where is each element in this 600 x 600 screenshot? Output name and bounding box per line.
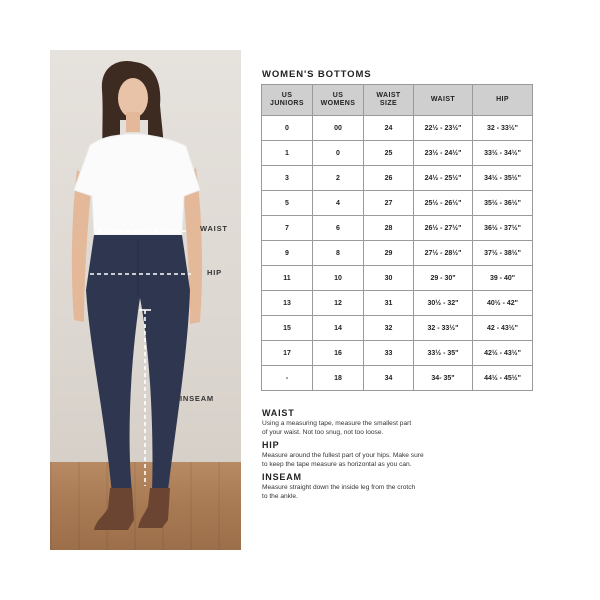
- table-row: - 18 34 34- 35" 44½ - 45½": [262, 366, 533, 391]
- inseam-label: INSEAM: [180, 394, 214, 403]
- waist-label: WAIST: [200, 224, 228, 233]
- right-boot: [138, 488, 170, 528]
- table-row: 13 12 31 30½ - 32" 40½ - 42": [262, 291, 533, 316]
- table-row: 15 14 32 32 - 33½" 42 - 43½": [262, 316, 533, 341]
- table-row: 1 0 25 23½ - 24½" 33½ - 34½": [262, 141, 533, 166]
- table-row: 7 6 28 26½ - 27½" 36½ - 37½": [262, 216, 533, 241]
- header-hip: HIP: [473, 85, 533, 116]
- guide-inseam-text: Measure straight down the inside leg from the crotch to the ankle.: [262, 484, 416, 500]
- guide-waist-title: WAIST: [262, 408, 295, 418]
- header-us-womens: US WOMENS: [313, 85, 364, 116]
- left-boot: [94, 488, 134, 530]
- table-row: 0 00 24 22½ - 23½" 32 - 33½": [262, 116, 533, 141]
- header-us-juniors: US JUNIORS: [262, 85, 313, 116]
- guide-hip-title: HIP: [262, 440, 280, 450]
- model-figure: [50, 50, 241, 550]
- guide-waist-text: Using a measuring tape, measure the smallest part of your waist. Not too snug, not too loose.: [262, 420, 412, 436]
- table-row: 5 4 27 25½ - 26½" 35½ - 36½": [262, 191, 533, 216]
- table-row: 17 16 33 33½ - 35" 42½ - 43½": [262, 341, 533, 366]
- neck: [126, 112, 140, 132]
- table-row: 9 8 29 27½ - 28½" 37½ - 38½": [262, 241, 533, 266]
- table-header-row: [262, 85, 533, 116]
- model-photo: [50, 50, 241, 550]
- hip-label: HIP: [207, 268, 222, 277]
- measuring-guide: [262, 408, 562, 504]
- guide-inseam-title: INSEAM: [262, 472, 302, 482]
- table-row: 3 2 26 24½ - 25½" 34½ - 35½": [262, 166, 533, 191]
- table-row: 11 10 30 29 - 30" 39 - 40": [262, 266, 533, 291]
- guide-hip-text: Measure around the fullest part of your hips. Make sure to keep the tape measure as horizontal as you can.: [262, 452, 424, 468]
- header-waist-size: WAIST SIZE: [364, 85, 414, 116]
- t-shirt: [74, 134, 200, 235]
- chart-title: WOMEN'S BOTTOMS: [262, 69, 372, 80]
- size-chart-table: [261, 84, 533, 391]
- header-waist: WAIST: [414, 85, 473, 116]
